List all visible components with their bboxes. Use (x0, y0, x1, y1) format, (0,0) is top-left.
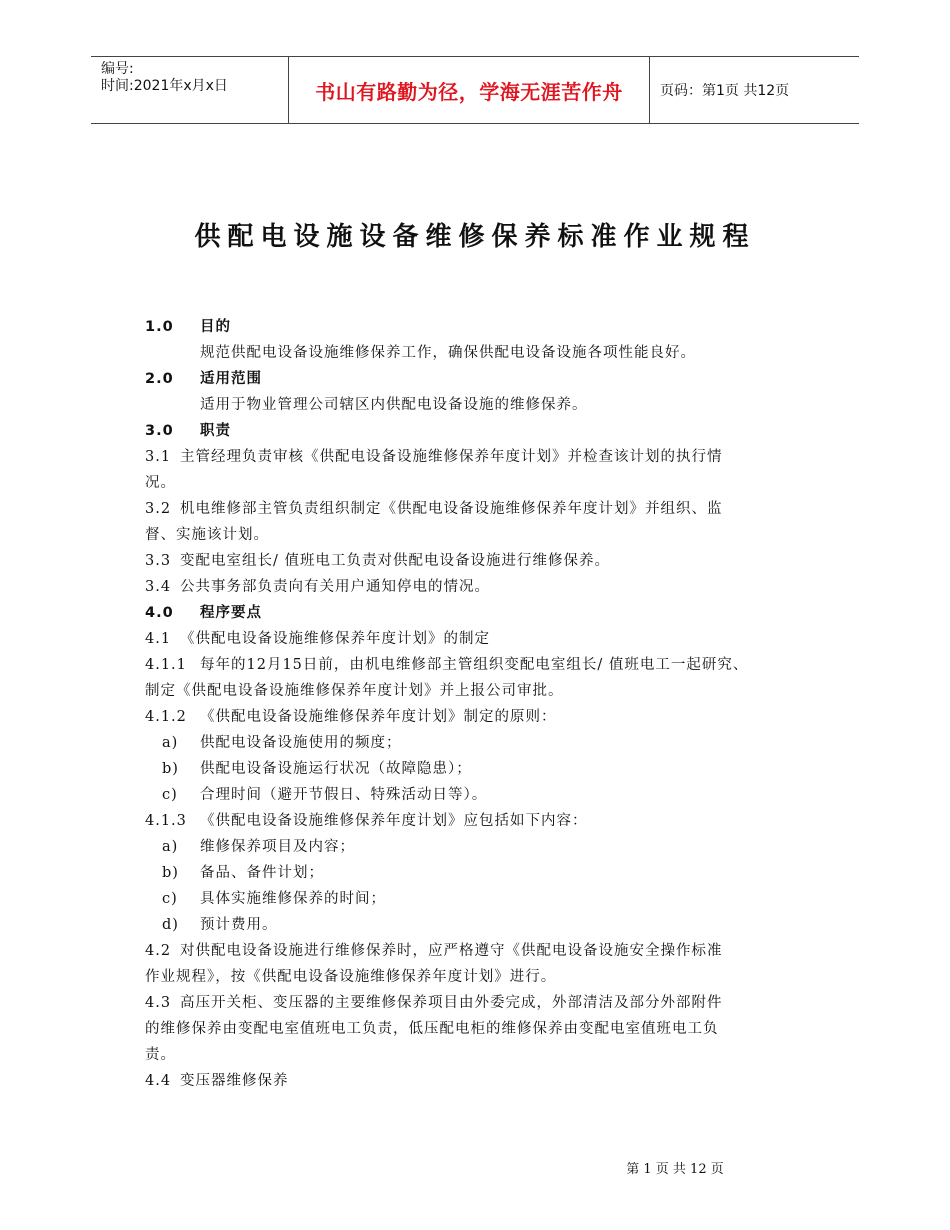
line-text: 对供配电设备设施进行维修保养时，应严格遵守《供配电设备设施安全操作标准 (180, 943, 723, 959)
document-line (145, 340, 835, 366)
page-header (91, 56, 859, 124)
line-number: 3.2 (145, 501, 172, 517)
document-id-label: 编号: (101, 61, 134, 77)
document-line (145, 392, 835, 418)
line-number: 4.1.1 (145, 657, 187, 673)
line-text: 制定《供配电设备设施维修保养年度计划》并上报公司审批。 (145, 683, 564, 699)
footer-page-number: 第 1 页 共 12 页 (626, 1162, 724, 1177)
document-time-label: 时间:2021年x月x日 (101, 78, 228, 94)
line-number: 1.0 (145, 319, 174, 335)
line-number: c) (162, 787, 178, 803)
document-line (145, 990, 835, 1016)
document-line (145, 600, 835, 626)
document-line (145, 938, 835, 964)
document-line (145, 782, 835, 808)
header-motto: 书山有路勤为径，学海无涯苦作舟 (315, 79, 623, 104)
line-number: 3.1 (145, 449, 172, 465)
document-line (145, 626, 835, 652)
line-number: 4.4 (145, 1073, 172, 1089)
line-number: a) (162, 735, 179, 751)
document-line (145, 522, 835, 548)
document-line (145, 314, 835, 340)
document-line (145, 964, 835, 990)
document-line (145, 756, 835, 782)
header-meta (91, 57, 288, 123)
document-line (145, 912, 835, 938)
line-text: 预计费用。 (200, 917, 278, 933)
header-motto-cell (288, 57, 650, 123)
document-line (145, 860, 835, 886)
line-text: 合理时间（避开节假日、特殊活动日等）。 (200, 787, 488, 803)
line-text: 适用于物业管理公司辖区内供配电设备设施的维修保养。 (200, 397, 588, 413)
line-number: 4.2 (145, 943, 172, 959)
line-text: 供配电设备设施运行状况（故障隐患）； (200, 761, 472, 777)
document-line (145, 574, 835, 600)
document-line (145, 678, 835, 704)
document-line (145, 1042, 835, 1068)
header-page-cell (650, 57, 859, 123)
line-text: 适用范围 (200, 371, 262, 387)
line-text: 供配电设备设施使用的频度； (200, 735, 402, 751)
line-text: 程序要点 (200, 605, 262, 621)
line-number: d) (162, 917, 179, 933)
document-line (145, 1016, 835, 1042)
document-title: 供配电设施设备维修保养标准作业规程 (194, 222, 756, 252)
line-number: 3.0 (145, 423, 174, 439)
line-text: 作业规程》，按《供配电设备设施维修保养年度计划》进行。 (145, 969, 557, 985)
document-line (145, 496, 835, 522)
line-number: a) (162, 839, 179, 855)
line-text: 高压开关柜、变压器的主要维修保养项目由外委完成，外部清洁及部分外部附件 (180, 995, 723, 1011)
line-number: 4.3 (145, 995, 172, 1011)
document-line (145, 366, 835, 392)
line-text: 《供配电设备设施维修保养年度计划》的制定 (180, 631, 490, 647)
document-line (145, 418, 835, 444)
document-line (145, 470, 835, 496)
line-number: 2.0 (145, 371, 174, 387)
line-number: 4.1.3 (145, 813, 187, 829)
header-page-number: 页码：第1页 共12页 (660, 83, 790, 99)
line-text: 《供配电设备设施维修保养年度计划》制定的原则： (200, 709, 557, 725)
document-line (145, 808, 835, 834)
document-line (145, 548, 835, 574)
line-number: 3.3 (145, 553, 172, 569)
document-line (145, 704, 835, 730)
line-text: 督、实施该计划。 (145, 527, 269, 543)
line-text: 每年的12月15日前，由机电维修部主管组织变配电室组长/ 值班电工一起研究、 (200, 657, 749, 673)
line-text: 变配电室组长/ 值班电工负责对供配电设备设施进行维修保养。 (180, 553, 610, 569)
document-body (145, 314, 835, 1094)
line-text: 维修保养项目及内容； (200, 839, 355, 855)
document-line (145, 730, 835, 756)
line-text: 机电维修部主管负责组织制定《供配电设备设施维修保养年度计划》并组织、监 (180, 501, 723, 517)
line-number: 4.1 (145, 631, 172, 647)
line-text: 公共事务部负责向有关用户通知停电的情况。 (180, 579, 490, 595)
line-text: 备品、备件计划； (200, 865, 324, 881)
document-line (145, 652, 835, 678)
document-line (145, 886, 835, 912)
document-line (145, 444, 835, 470)
line-text: 目的 (200, 319, 231, 335)
line-text: 责。 (145, 1047, 176, 1063)
line-text: 规范供配电设备设施维修保养工作，确保供配电设备设施各项性能良好。 (200, 345, 696, 361)
line-number: 4.1.2 (145, 709, 187, 725)
document-line (145, 834, 835, 860)
line-text: 的维修保养由变配电室值班电工负责，低压配电柜的维修保养由变配电室值班电工负 (145, 1021, 719, 1037)
line-text: 况。 (145, 475, 176, 491)
page-footer (0, 1158, 950, 1177)
line-number: 3.4 (145, 579, 172, 595)
line-text: 变压器维修保养 (180, 1073, 289, 1089)
line-number: 4.0 (145, 605, 174, 621)
line-number: b) (162, 761, 179, 777)
line-text: 主管经理负责审核《供配电设备设施维修保养年度计划》并检查该计划的执行情 (180, 449, 723, 465)
line-number: c) (162, 891, 178, 907)
line-text: 具体实施维修保养的时间； (200, 891, 386, 907)
document-line (145, 1068, 835, 1094)
line-text: 《供配电设备设施维修保养年度计划》应包括如下内容： (200, 813, 588, 829)
line-number: b) (162, 865, 179, 881)
line-text: 职责 (200, 423, 231, 439)
